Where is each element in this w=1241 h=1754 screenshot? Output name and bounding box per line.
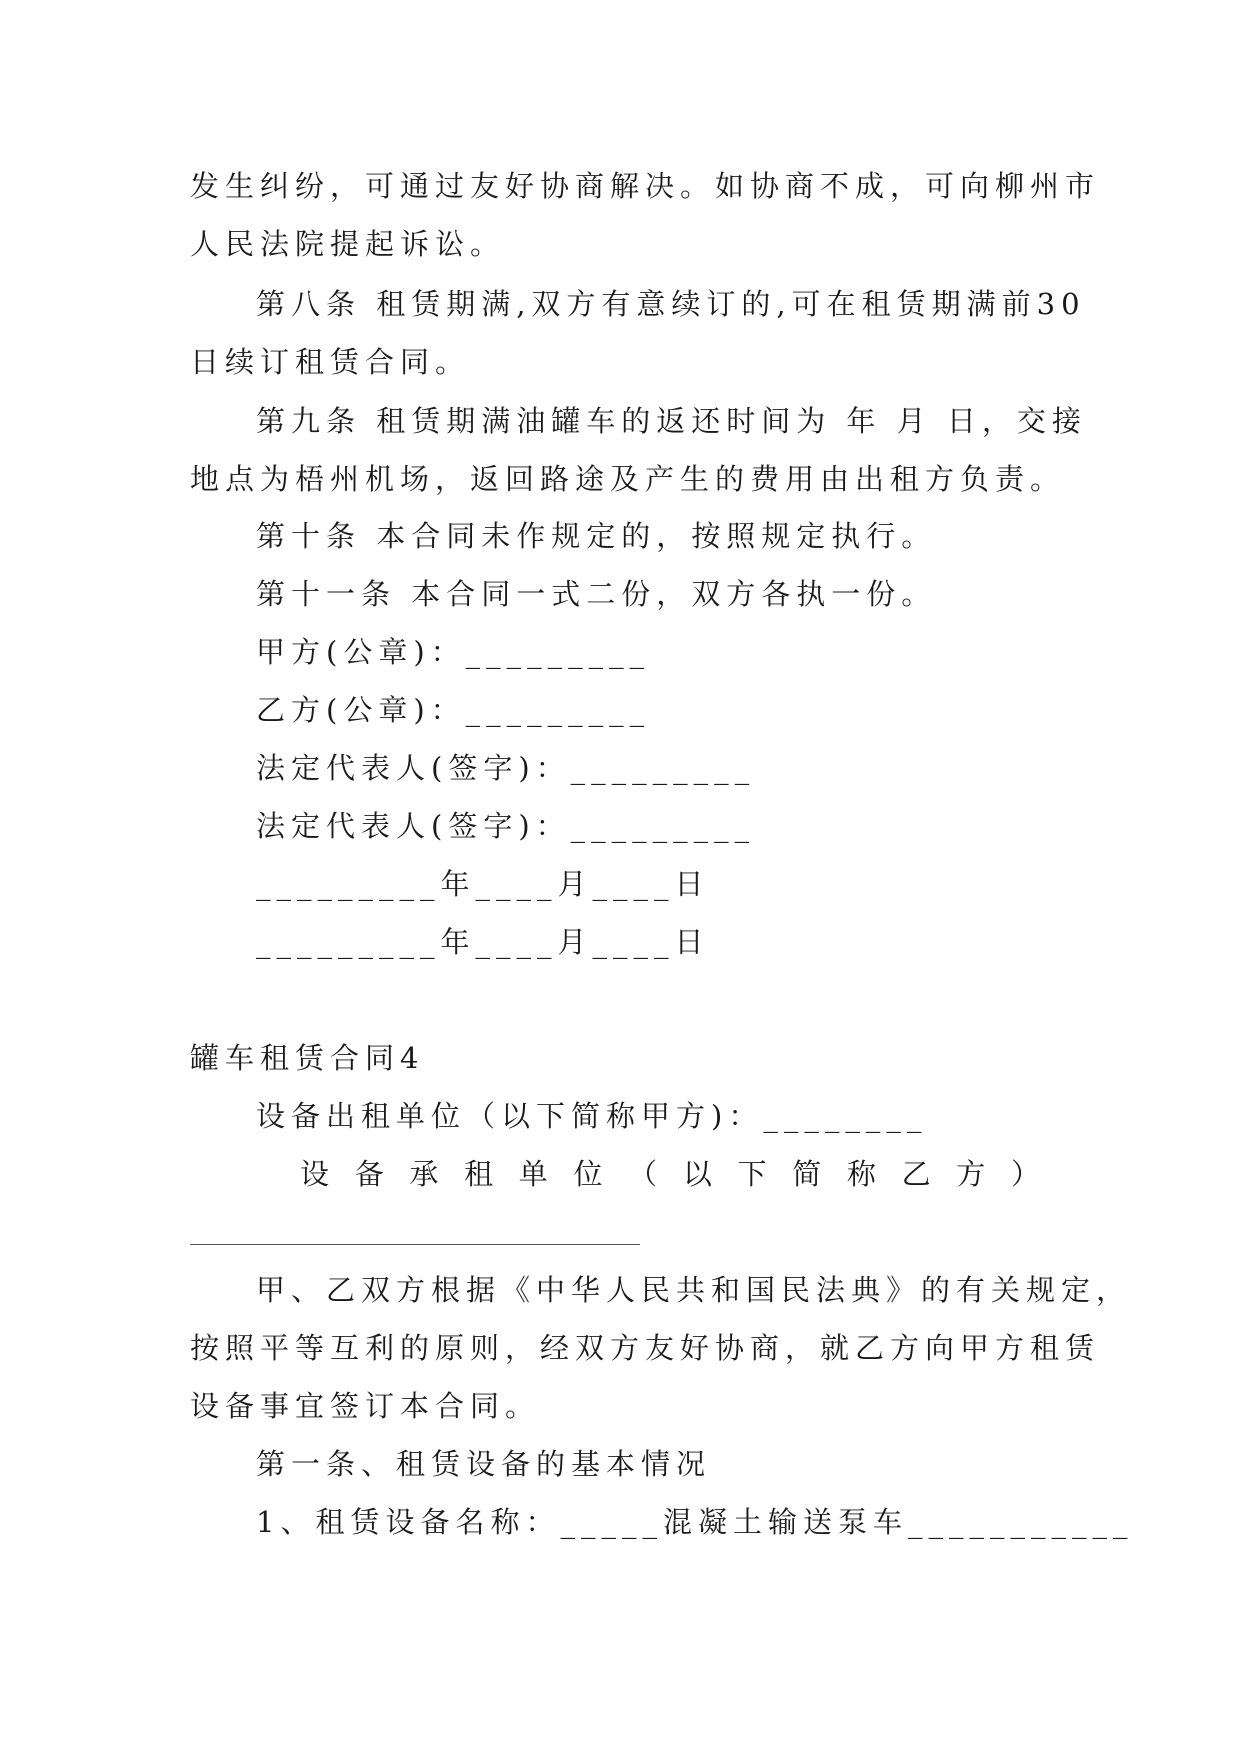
article-11: 第十一条 本合同一式二份，双方各执一份。	[256, 577, 937, 611]
paragraph-line: 人民法院提起诉讼。	[190, 227, 506, 261]
lessee-char: 简	[792, 1157, 822, 1191]
paragraph-line: 发生纠纷，可通过友好协商解决。如协商不成，可向柳州市	[190, 169, 1101, 203]
lessee-char: 乙	[901, 1157, 931, 1191]
lessee-char: 备	[354, 1157, 384, 1191]
lessee-unit	[300, 1154, 1040, 1194]
lessee-char: 称	[846, 1157, 876, 1191]
date-line-b: _________年____月____日	[256, 925, 710, 959]
legal-rep-signature-b: 法定代表人(签字)：_________	[256, 809, 756, 843]
party-b-seal: 乙方(公章)：_________	[256, 693, 651, 727]
paragraph-line: 甲、乙双方根据《中华人民共和国民法典》的有关规定，	[256, 1273, 1132, 1307]
paragraph-line: 设备事宜签订本合同。	[190, 1389, 541, 1423]
lessee-char: 租	[464, 1157, 494, 1191]
section-title: 罐车租赁合同4	[190, 1041, 425, 1075]
equipment-name: 1、租赁设备名称：_____混凝土输送泵车___________	[256, 1505, 1134, 1539]
date-line-a: _________年____月____日	[256, 867, 710, 901]
lessee-char: 方	[956, 1157, 986, 1191]
article-8: 第八条 租赁期满,双方有意续订的,可在租赁期满前30	[256, 287, 1086, 321]
lessee-char: ）	[1010, 1157, 1040, 1191]
lessee-char: 单	[518, 1157, 548, 1191]
article-1-heading: 第一条、租赁设备的基本情况	[256, 1447, 712, 1481]
lessee-char: 下	[737, 1157, 767, 1191]
lessee-char: 以	[682, 1157, 712, 1191]
lessee-char: 位	[573, 1157, 603, 1191]
lessor-unit: 设备出租单位（以下简称甲方)：________	[256, 1099, 928, 1133]
paragraph-line: 按照平等互利的原则，经双方友好协商，就乙方向甲方租赁	[190, 1331, 1101, 1365]
paragraph-line: 日续订租赁合同。	[190, 345, 471, 379]
article-10: 第十条 本合同未作规定的，按照规定执行。	[256, 519, 937, 553]
legal-rep-signature-a: 法定代表人(签字)：_________	[256, 751, 756, 785]
article-9: 第九条 租赁期满油罐车的返还时间为 年 月 日，交接	[256, 404, 1087, 438]
paragraph-line: 地点为梧州机场，返回路途及产生的费用由出租方负责。	[190, 462, 1066, 496]
fill-in-blank-line	[190, 1244, 640, 1245]
lessee-char: 设	[300, 1157, 330, 1191]
lessee-char: 承	[409, 1157, 439, 1191]
lessee-char: （	[628, 1157, 658, 1191]
party-a-seal: 甲方(公章)：_________	[256, 635, 651, 669]
